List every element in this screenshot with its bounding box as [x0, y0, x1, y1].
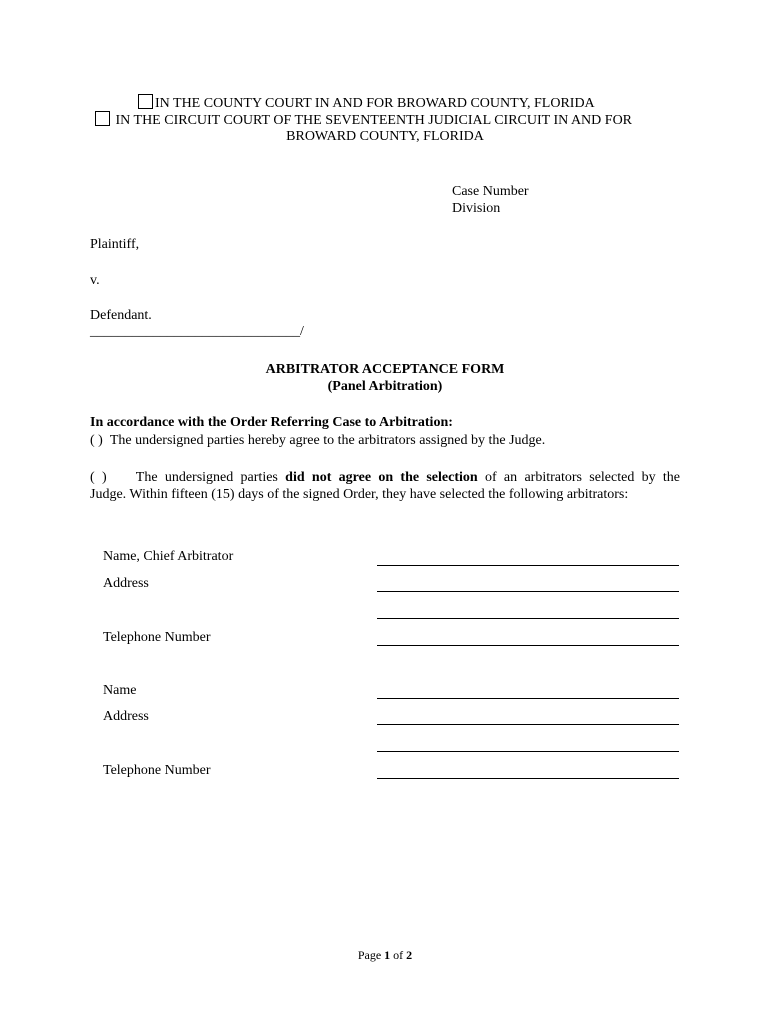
arbitrator1-name-field[interactable] [377, 565, 679, 566]
form-subtitle: (Panel Arbitration) [327, 379, 443, 394]
arbitrator2-name-field[interactable] [377, 698, 679, 699]
option2-text-pre: The undersigned parties [135, 470, 278, 485]
page-total: 2 [406, 948, 413, 962]
page-current: 1 [384, 948, 391, 962]
county-court-option [138, 94, 595, 112]
option2 [90, 469, 680, 503]
versus-label: v. [90, 273, 100, 288]
county-court-text: IN THE COUNTY COURT IN AND FOR BROWARD COUNTY, FLORIDA [155, 96, 595, 111]
circuit-court-option [95, 111, 632, 129]
arbitrator1-address-label: Address [103, 576, 149, 591]
option2-line2: Judge. Within fifteen (15) days of the signed Order, they have selected the following arbitrators: [90, 487, 629, 502]
option1-text: The undersigned parties hereby agree to the arbitrators assigned by the Judge. [109, 433, 546, 448]
arbitrator2-address-field-2[interactable] [377, 751, 679, 752]
option1 [90, 433, 545, 449]
intro-text: In accordance with the Order Referring Case to Arbitration: [90, 415, 453, 430]
arbitrator1-address-field-2[interactable] [377, 618, 679, 619]
defendant-label: Defendant. [90, 308, 152, 323]
page-indicator [0, 948, 770, 963]
option1-checkbox[interactable]: ( ) [90, 433, 103, 448]
circuit-court-text-line1: IN THE CIRCUIT COURT OF THE SEVENTEENTH JUDICIAL CIRCUIT IN AND FOR [115, 113, 633, 128]
page-prefix: Page [357, 948, 382, 962]
option2-text-post: of an arbitrators selected by the [484, 470, 681, 485]
division-label: Division [452, 201, 501, 216]
plaintiff-label: Plaintiff, [90, 237, 140, 252]
form-title: ARBITRATOR ACCEPTANCE FORM [265, 362, 505, 377]
party-signature-line: ______________________________/ [90, 324, 304, 339]
arbitrator2-name-label: Name [103, 683, 137, 698]
case-number-label: Case Number [452, 184, 529, 199]
county-court-checkbox[interactable] [138, 94, 153, 109]
option2-text-bold: did not agree on the selection [285, 470, 478, 485]
arbitrator2-address-field-1[interactable] [377, 724, 679, 725]
arbitrator2-phone-label: Telephone Number [103, 763, 211, 778]
option2-checkbox[interactable]: ( ) [90, 470, 107, 485]
arbitrator1-phone-label: Telephone Number [103, 630, 211, 645]
circuit-court-checkbox[interactable] [95, 111, 110, 126]
arbitrator1-address-field-1[interactable] [377, 591, 679, 592]
arbitrator2-phone-field[interactable] [377, 778, 679, 779]
arbitrator1-phone-field[interactable] [377, 645, 679, 646]
circuit-court-text-line2: BROWARD COUNTY, FLORIDA [286, 129, 484, 144]
arbitrator1-name-label: Name, Chief Arbitrator [103, 549, 234, 564]
page-of: of [393, 948, 404, 962]
option2-line1 [90, 469, 680, 486]
arbitrator2-address-label: Address [103, 709, 149, 724]
